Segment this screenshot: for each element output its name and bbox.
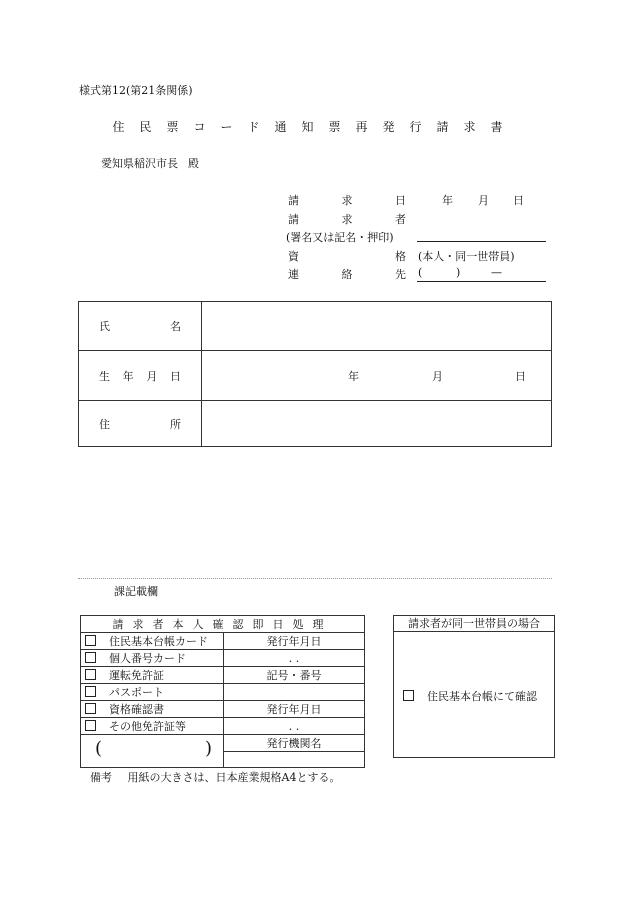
issue-date-value-2[interactable]: . .	[224, 718, 365, 735]
verification-table	[80, 615, 365, 768]
contact-label: 連 絡 先	[288, 268, 406, 281]
date-month-unit: 月	[478, 194, 489, 207]
verify-item-qualification-cert[interactable]: 資格確認書	[81, 701, 224, 718]
checkbox-icon[interactable]	[85, 635, 96, 646]
code-number-value[interactable]	[224, 684, 365, 701]
qualification-value: (本人・同一世帯員)	[418, 250, 515, 263]
issue-date-label-2: 発行年月日	[224, 701, 365, 718]
other-detail-input[interactable]	[81, 735, 224, 768]
date-day-unit: 日	[513, 194, 524, 207]
verify-item-juki-card[interactable]: 住民基本台帳カード	[81, 633, 224, 650]
verification-header: 請求者本人確認即日処理	[81, 616, 365, 633]
contact-line[interactable]	[417, 281, 546, 282]
qualification-label: 資 格	[288, 250, 406, 263]
name-label-cell: 氏 名	[79, 302, 202, 351]
checkbox-icon[interactable]	[85, 703, 96, 714]
addressee	[101, 155, 199, 171]
dob-day-unit: 日	[515, 369, 526, 383]
page-title: 住民票コード通知票再発行請求書	[112, 120, 518, 134]
contact-open-paren: (	[418, 266, 423, 279]
remarks-text: 用紙の大きさは、日本産業規格A4とする。	[127, 771, 341, 784]
checkbox-icon[interactable]	[85, 720, 96, 731]
issuing-agency-value[interactable]	[224, 752, 365, 768]
form-number: 様式第12(第21条関係)	[79, 84, 193, 97]
dob-year-unit: 年	[348, 369, 359, 383]
bracket-open-icon: (	[95, 738, 103, 759]
issuing-agency-label: 発行機関名	[224, 735, 365, 752]
checkbox-icon[interactable]	[85, 686, 96, 697]
contact-close-paren: )	[456, 266, 461, 279]
request-date-label: 請 求 日	[288, 194, 406, 207]
checkbox-icon[interactable]	[85, 669, 96, 680]
office-section-label: 課記載欄	[114, 585, 158, 598]
family-member-box	[393, 615, 555, 758]
family-option-juki-check[interactable]: 住民基本台帳にて確認	[403, 688, 537, 704]
remarks	[90, 769, 340, 785]
address-label-cell: 住 所	[79, 401, 202, 447]
code-number-label: 記号・番号	[224, 667, 365, 684]
verify-item-mynumber-card[interactable]: 個人番号カード	[81, 650, 224, 667]
verify-item-drivers-license[interactable]: 運転免許証	[81, 667, 224, 684]
issue-date-label: 発行年月日	[224, 633, 365, 650]
checkbox-icon[interactable]	[85, 652, 96, 663]
family-member-header: 請求者が同一世帯員の場合	[394, 616, 554, 632]
address-input[interactable]	[202, 401, 552, 447]
bracket-close-icon: )	[205, 738, 213, 759]
issue-date-value[interactable]: . .	[224, 650, 365, 667]
section-divider	[78, 578, 552, 579]
checkbox-icon[interactable]	[403, 690, 414, 701]
date-year-unit: 年	[442, 194, 453, 207]
dob-label-cell: 生 年 月 日	[79, 351, 202, 401]
requester-name-label: 請 求 者	[288, 213, 406, 226]
addressee-name: 愛知県稲沢市長	[101, 157, 178, 170]
requester-name-line[interactable]	[417, 241, 546, 242]
applicant-table	[78, 301, 552, 447]
contact-dash: —	[491, 266, 502, 279]
dob-month-unit: 月	[432, 369, 443, 383]
verify-item-passport[interactable]: パスポート	[81, 684, 224, 701]
signature-note: (署名又は記名・押印)	[286, 231, 394, 244]
verify-item-other[interactable]: その他免許証等	[81, 718, 224, 735]
remarks-label: 備考	[90, 771, 112, 784]
dob-input[interactable]	[202, 351, 552, 401]
name-input[interactable]	[202, 302, 552, 351]
addressee-honorific: 殿	[188, 157, 199, 170]
